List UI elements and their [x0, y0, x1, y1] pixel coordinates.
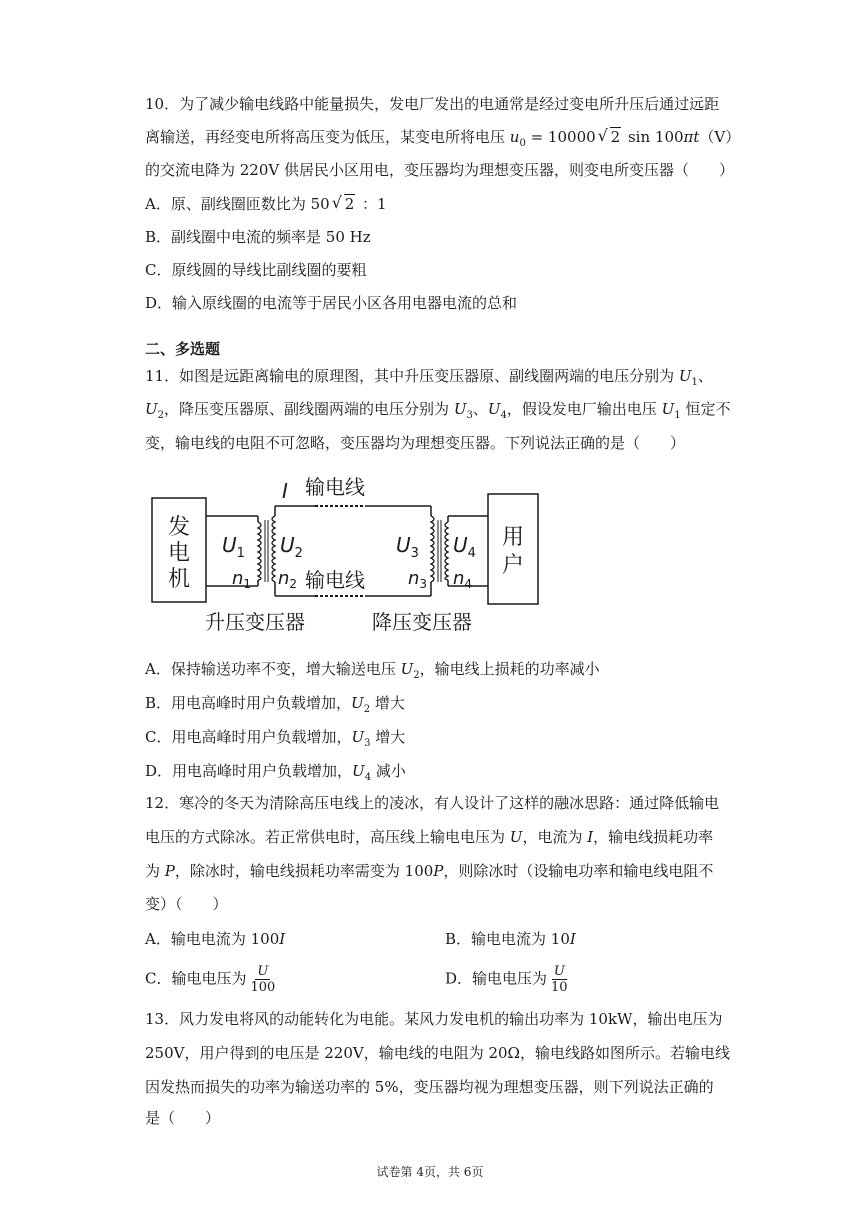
q10-option-a: A．原、副线圈匝数比为 50√ 2 ：1: [145, 193, 387, 215]
q10-option-c: C．原线圆的导线比副线圈的要粗: [145, 261, 367, 279]
q10-line1: 10．为了减少输电线路中能量损失，发电厂发出的电通常是经过变电所升压后通过远距: [145, 95, 720, 113]
step-down-label: 降压变压器: [372, 610, 472, 634]
q11-option-b: B．用电高峰时用户负载增加，$U_2$ 增大: [145, 694, 405, 715]
q10-line3: 的交流电降为 220V 供居民小区用电，变压器均为理想变压器，则变电所变压器（ ）: [145, 161, 735, 179]
n2-label: n: [278, 568, 290, 589]
generator-label-2: 电: [167, 541, 191, 566]
q10-option-b: B．副线圈中电流的频率是 50 Hz: [145, 228, 371, 246]
svg-text:U4: $U_4$: [453, 533, 476, 561]
step-down-primary-coil: [431, 516, 434, 582]
step-up-label: 升压变压器: [205, 610, 305, 634]
sqrt-symbol: √ 2: [332, 193, 356, 215]
U4-label: U: [453, 533, 468, 557]
section-heading: 二、多选题: [145, 340, 221, 358]
q11-option-a: A．保持输送功率不变，增大输送电压 $U_2$，输电线上损耗的功率减小: [145, 660, 600, 681]
step-up-primary-coil: [258, 522, 261, 580]
svg-text:U2: $U_2$: [280, 533, 303, 561]
user-label-1: 用: [501, 525, 525, 550]
line-label-bottom: 输电线: [305, 568, 365, 592]
fraction: $\frac{U}{100}$: [250, 964, 276, 995]
q11-line1: 11．如图是远距离输电的原理图，其中升压变压器原、副线圈两端的电压分别为 $U_1$、: [145, 367, 713, 388]
user-label-2: 户: [501, 553, 525, 578]
step-down-secondary-coil: [445, 522, 448, 580]
fraction: $\frac{U}{10}$: [551, 964, 568, 995]
svg-text:n2: $n_2$: [278, 568, 298, 591]
svg-text:n3: $n_3$: [408, 568, 428, 591]
q12-option-a: A．输电电流为 100I: [145, 930, 286, 948]
svg-text:U3: $U_3$: [396, 533, 419, 561]
q11-line2: $U_2$，降压变压器原、副线圈两端的电压分别为 $U_3$、$U_4$，假设发电厂输出电压 $U_1$ 恒定不: [145, 400, 731, 421]
page-footer: 试卷第 4页，共 6页: [376, 1165, 484, 1179]
q10-line2: 离输送，再经变电所将高压变为低压，某变电所将电压 $u_0 = 10000√$ 2 sin 100πt（V）: [145, 126, 740, 155]
n1-label: n: [232, 568, 244, 589]
q10-option-d: D．输入原线圈的电流等于居民小区各用电器电流的总和: [145, 294, 518, 312]
U3-label: U: [396, 533, 411, 557]
q12-line1: 12．寒冷的冬天为清除高压电线上的凌冰，有人设计了这样的融冰思路：通过降低输电: [145, 794, 720, 812]
q12-line4: 变）（ ）: [145, 895, 228, 913]
generator-label-3: 机: [167, 567, 191, 592]
q13-line1: 13．风力发电将风的动能转化为电能。某风力发电机的输出功率为 10kW，输出电压为: [145, 1010, 723, 1028]
generator-label-1: 发: [167, 515, 191, 540]
svg-text:n1: $n_1$: [232, 568, 252, 591]
U1-label: U: [222, 533, 237, 557]
q13-line4: 是（ ）: [145, 1109, 221, 1127]
line-label-top: 输电线: [305, 475, 365, 499]
step-up-secondary-coil: [272, 516, 275, 582]
q11-line3: 变，输电线的电阻不可忽略，变压器均为理想变压器。下列说法正确的是（ ）: [145, 434, 686, 452]
q12-line2: 电压的方式除冰。若正常供电时，高压线上输电电压为 U，电流为 I，输电线损耗功率: [145, 828, 714, 846]
n4-label: n: [453, 568, 465, 589]
transmission-diagram: [150, 472, 550, 642]
svg-text:U1: $U_1$: [222, 533, 245, 561]
q13-line3: 因发热而损失的功率为输送功率的 5%，变压器均视为理想变压器，则下列说法正确的: [145, 1078, 714, 1096]
q12-option-d: D．输电电压为 $\frac{U}{10}$: [445, 964, 568, 995]
current-label: I: [282, 479, 288, 503]
U2-label: U: [280, 533, 295, 557]
svg-text:n4: $n_4$: [453, 568, 473, 591]
q12-line3: 为 P，除冰时，输电线损耗功率需变为 100P，则除冰时（设输电功率和输电线电阻不: [145, 862, 714, 880]
q11-option-c: C．用电高峰时用户负载增加，$U_3$ 增大: [145, 728, 406, 749]
q12-option-b: B．输电电流为 10I: [445, 930, 576, 948]
n3-label: n: [408, 568, 420, 589]
q12-option-c: C．输电电压为 $\frac{U}{100}$: [145, 964, 276, 995]
q11-option-d: D．用电高峰时用户负载增加，$U_4$ 减小: [145, 762, 406, 783]
q13-line2: 250V，用户得到的电压是 220V，输电线的电阻为 20Ω，输电线路如图所示。若输电线: [145, 1044, 730, 1062]
sqrt-symbol: √ 2: [598, 126, 622, 148]
